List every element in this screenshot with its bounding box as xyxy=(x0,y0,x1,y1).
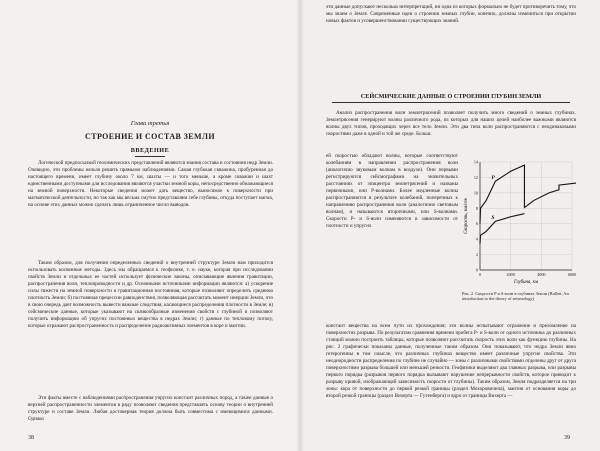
x-tick-label: 4000 xyxy=(537,272,546,277)
x-tick-label: 2000 xyxy=(506,272,515,277)
y-tick-label: 8 xyxy=(475,205,478,211)
paragraph-2: Таким образом, для получения определенных сведений о внутренней структуре Земли нам приходится использовать косвенные методы. Здесь мы обращаемся к геофизике, т. е. науке, которая при исследовании свойств Земли и отдельных ее частей использует физические законы, описывающие явления гравитации, распространения волн, теплопроводности и др. Основными источниками информации являются: а) ускорение силы тяжести на земной поверхности и гравитационная постоянная, которые позволяют определить среднюю плотность Земли; б) постоянная прецессии равноденствия, позволяющая рассчитать момент инерции Земли, что в свою очередь дает возможность вывести важные следствия, касающиеся распределения плотности в Земле; в) сейсмические данные, которые указывают на скачкообразные изменения свойств с глубиной и позволяют получить информацию об упругих постоянных вещества в недрах Земли; г) данные по тепловому потоку, которые отражают распространенность и распределение радиоактивных элементов в коре и мантии. xyxy=(28,260,273,329)
y-tick-label: 6 xyxy=(475,221,478,227)
velocity-depth-chart xyxy=(462,152,576,292)
page-number: 38 xyxy=(28,435,34,441)
section-title: СЕЙСМИЧЕСКИЕ ДАННЫЕ О СТРОЕНИИ ГЛУБИН ЗЕМЛИ xyxy=(360,93,542,100)
section-subtitle: ВВЕДЕНИЕ xyxy=(130,147,170,154)
top-paragraph: эти данные допускают несколько интерпретаций, ни одна из которых формально не будет противоречить тому, что мы знаем о Земле. Современные идеи о строении земных глубин, конечно, должны измениться при открытии новых фактов и усовершенствовании существующих знаний. xyxy=(326,4,576,24)
paragraph-2: ей скоростью обладают волны, которые соответствуют колебаниям в направлении распространения волн (аналогично звуковым волнам в воздухе). Они первыми регистрируются сейсмографами на значительных расстояниях от эпицентра землетрясений и названы первичными, или P-волнами. Более медленные волны распространяются в результате колебаний, поперечных к направлению распространения волн (аналогично световым волнам), и называются вторичными, или S-волнами. Скорости P- и S-волн изменяются в зависимости от плотности и упругих xyxy=(326,153,458,229)
paragraph-1: Логической предпосылкой геохимических представлений являются знания состава и состояния недр Земли. Очевидно, эти проблемы нельзя решить прямыми наблюдениями. Самая глубокая скважина, пробуренная до настоящего времени, имеет глубину около 7 км, шахты — и того меньше, а кроме скважин и шахт единственными доступными для исследования являются участки земной коры, непосредственно обнажающиеся на земной поверхности. Некоторые сведения может дать вещество, выносимое к поверхности при магматической деятельности, но так как мы весьма смутно представляем себе глубины, откуда поступает магма, на основе этих данных можно сделать лишь ограниченное число выводов. xyxy=(28,160,273,208)
paragraph-3: Эти факты вместе с наблюдениями распространения упругих констант различных пород, а также данные о верхней распространенности элементов в ряду позволяют сведения представлять основу теории о внутренней структуре и составе Земли. Любая достоверная теория должна быть совместима с имеющимися данными. Однако xyxy=(28,395,273,422)
book-gutter xyxy=(296,0,304,451)
chapter-label: Глава третья xyxy=(130,120,170,127)
subtitle-rule xyxy=(135,156,165,157)
series-label-p: P xyxy=(491,174,495,181)
y-tick-label: 4 xyxy=(475,236,478,242)
paragraph-1: Анализ распространения волн землетрясений позволяет получить много сведений о земных глубинах. Землетрясения генерируют волны различного рода, из которых для наших целей наиболее важными являются волны двух типов, проходящих через все тело Земли. Эти два типа волн распространяются с неодинаковыми скоростями даже в одной и той же среде. Больш. xyxy=(326,110,576,137)
chart-background xyxy=(462,152,576,292)
right-page xyxy=(300,0,600,451)
x-tick-label: 6000 xyxy=(567,272,576,277)
y-tick-label: 10 xyxy=(473,190,478,196)
chapter-title: СТРОЕНИЕ И СОСТАВ ЗЕМЛИ xyxy=(85,132,215,141)
figure-caption: Рис. 2. Скорости P и S волн в глубинах Земли (Bullen, An introduction to the theory of seismology) xyxy=(462,291,569,302)
section-rule xyxy=(332,102,570,103)
y-tick-label: 12 xyxy=(473,174,478,180)
series-label-s: S xyxy=(491,214,495,221)
y-tick-label: 0 xyxy=(475,267,478,273)
page-number: 39 xyxy=(564,435,570,441)
x-axis-label: Глубина, км xyxy=(514,280,538,285)
paragraph-3: констант вещества на всем пути их прохождения; эти волны испытывают отражение и преломление на поверхностях разрыва. По результатам сравнения времени пробега P- и S-волн от одного источника до различных станций можно построить таблицы, которые позволяют рассчитать скорость этих волн как функцию глубины. На рис. 2 графически показаны данные, полученные таким образом. Они показывают, что недра Земли явно гетерогенны в том смысле, что различных глубинах вещество имеет различные упругие свойства. Эти неоднородности распределения по глубине не случайно — зоны с различными свойствами отделены друг от друга поверхностями разрыва большей или меньшей резкости. Геофизики выделяют два главных разрыва, или разрывы первого порядка (разрывов первого порядка вызывают нарушение непрерывности свойств, которое приводит к разрыву кривой, изображающей зависимость скорости от глубины). Таким образом, Земля подразделяется на три зоны: кора от поверхности до первой резкой границы (раздел Мохоровичича), мантия от основания коры до второй резкой границы (раздел Вихерта — Гутенберга) и ядро от границы Вихерта — xyxy=(326,323,576,399)
y-axis-label: Скорость, км/сек xyxy=(464,198,469,234)
y-tick-label: 2 xyxy=(475,252,478,258)
y-tick-label: 14 xyxy=(473,159,478,165)
x-tick-label: 0 xyxy=(478,272,482,277)
